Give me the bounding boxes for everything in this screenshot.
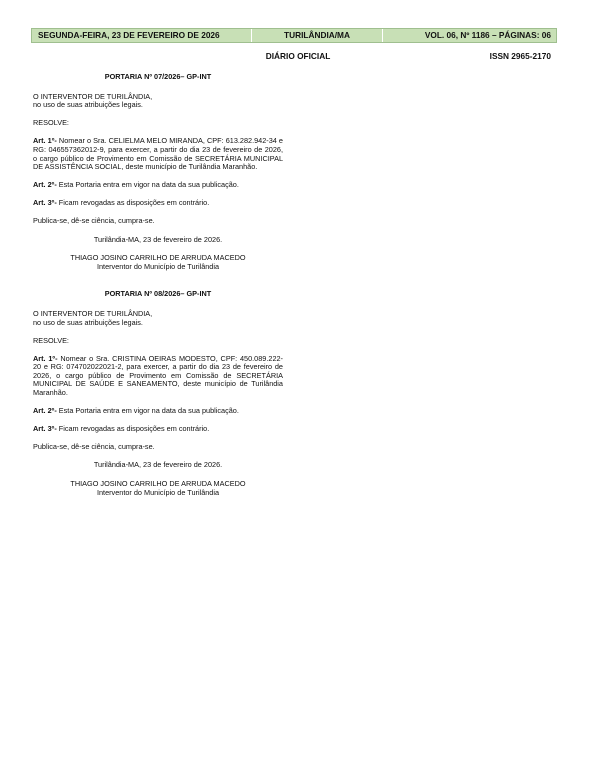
resolve-label: RESOLVE: [33,335,69,345]
gazette-issn: ISSN 2965-2170 [489,51,551,61]
header-date: SEGUNDA-FEIRA, 23 DE FEVEREIRO DE 2026 [32,29,252,42]
article-3-text: Ficam revogadas as disposições em contrário. [56,198,210,208]
opening-line-2: no uso de suas atribuições legais. [33,100,143,110]
article-3-label: Art. 3º- [33,198,57,208]
resolve-label: RESOLVE: [33,118,69,128]
portaria-title: PORTARIA Nº 08/2026– GP-INT [104,289,212,299]
opening-line-2: no uso de suas atribuições legais. [33,317,143,327]
portaria-title: PORTARIA Nº 07/2026– GP-INT [104,72,212,81]
publica-line: Publica-se, dê-se ciência, cumpra-se. [33,442,155,452]
signature-block [33,254,283,271]
content-column [33,73,283,516]
article-2-label: Art. 2º- [33,180,57,190]
article-1 [33,137,283,171]
signature-date: Turilândia-MA, 23 de fevereiro de 2026. [93,234,223,244]
portaria-08 [33,290,283,497]
signer-name: THIAGO JOSINO CARRILHO DE ARRUDA MACEDO [70,253,246,263]
article-2 [33,181,283,190]
portaria-opening [33,310,283,327]
article-3-label: Art. 3º- [33,424,57,434]
signer-name: THIAGO JOSINO CARRILHO DE ARRUDA MACEDO [70,479,246,489]
article-1-text: Nomear o Sra. CELIELMA MELO MIRANDA, CPF: 613.282.942-34 e RG: 046557362012-9, para exercer, a partir do dia 23 de fevereiro de 2026, o cargo público de Provimento em Comissão de SECRETÁRIA MUNICIPAL DE ASSISTÊNCIA SOCIAL, deste município de Turilândia Maranhão. [33,136,283,172]
article-3-text: Ficam revogadas as disposições em contrário. [56,424,210,434]
article-3 [33,425,283,434]
article-1-label: Art. 1º- [33,136,57,146]
portaria-07 [33,73,283,271]
article-1-label: Art. 1º- [33,353,58,363]
portaria-opening [33,93,283,110]
article-1-text: Nomear o Sra. CRISTINA OEIRAS MODESTO, CPF: 450.089.222-20 e RG: 074702022021-2, para exercer, a partir do dia 23 de fevereiro de 2026, o cargo público de Provimento em Comissão de SECRETÁRIA MUNICIPAL DE SAÚDE E SANEAMENTO, deste município de Turilândia Maranhão. [33,353,283,398]
article-2 [33,407,283,416]
signature-block [33,480,283,497]
article-3 [33,199,283,208]
signer-role: Interventor do Município de Turilândia [96,261,220,271]
header-place: TURILÂNDIA/MA [252,29,383,42]
opening-line-1: O INTERVENTOR DE TURILÂNDIA, [33,308,153,318]
article-2-text: Esta Portaria entra em vigor na data da sua publicação. [56,180,239,190]
header-volume: VOL. 06, Nº 1186 – PÁGINAS: 06 [383,29,556,42]
opening-line-1: O INTERVENTOR DE TURILÂNDIA, [33,91,153,101]
publica-line: Publica-se, dê-se ciência, cumpra-se. [33,216,155,226]
article-2-text: Esta Portaria entra em vigor na data da sua publicação. [56,406,239,416]
signer-role: Interventor do Município de Turilândia [96,487,220,497]
article-1 [33,355,283,398]
gazette-header-bar [31,28,557,43]
gazette-title: DIÁRIO OFICIAL [265,51,331,61]
signature-date: Turilândia-MA, 23 de fevereiro de 2026. [93,460,223,470]
article-2-label: Art. 2º- [33,406,57,416]
